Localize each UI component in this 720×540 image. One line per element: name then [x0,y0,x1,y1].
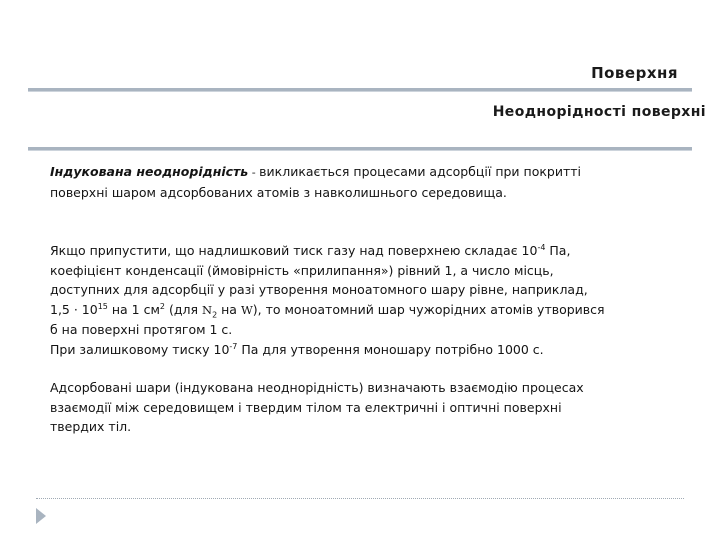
exponent: -7 [229,341,238,351]
slide-body [50,162,610,437]
subscript: 2 [212,310,218,319]
example-text: Па, коефіцієнт конденсації (ймовірність «прилипання») рівний 1, а число місць, доступних для адсорбції у разі утворення моноатомного шару рівне, наприклад, 1,5 · 10 [50,243,588,317]
subtitle-divider [28,147,692,151]
paragraph-conclusion: Адсорбовані шари (індукована неоднорідність) визначають взаємодію процесах взаємодії між середовищем і твердим тілом та електричні і оптичні поверхні твердих тіл. [50,380,584,434]
example-text: Якщо припустити, що надлишковий тиск газу над поверхнею складає 10 [50,243,538,258]
example-text: (для [165,301,202,317]
paragraph-example [50,241,610,359]
paragraph-definition [50,162,610,202]
triangle-right-icon[interactable] [36,508,46,524]
example-text: При залишковому тиску 10 [50,341,230,357]
example-text: на [217,301,241,317]
slide-subtitle: Неоднорідності поверхні [492,104,706,120]
exponent: -4 [537,242,546,252]
term-dash: - [248,166,260,179]
exponent: 2 [159,301,166,311]
example-text: ), то моноатомний шар чужорідних атомів утворився б на поверхні протягом 1 с. [50,301,605,337]
definition-text: викликається процесами адсорбції при покритті поверхні шаром адсорбованих атомів з навколишнього середовища. [50,164,581,200]
slide-title: Поверхня [591,64,678,82]
exponent: 15 [97,301,108,311]
footer-divider [36,498,684,499]
title-divider [28,88,692,92]
tungsten-symbol: W [240,302,253,317]
example-text: Па для утворення моношару потрібно 1000 с. [237,341,544,357]
nitrogen-symbol: N [202,302,213,317]
example-text: на 1 см [107,301,160,317]
defined-term: Індукована неоднорідність [50,164,249,179]
